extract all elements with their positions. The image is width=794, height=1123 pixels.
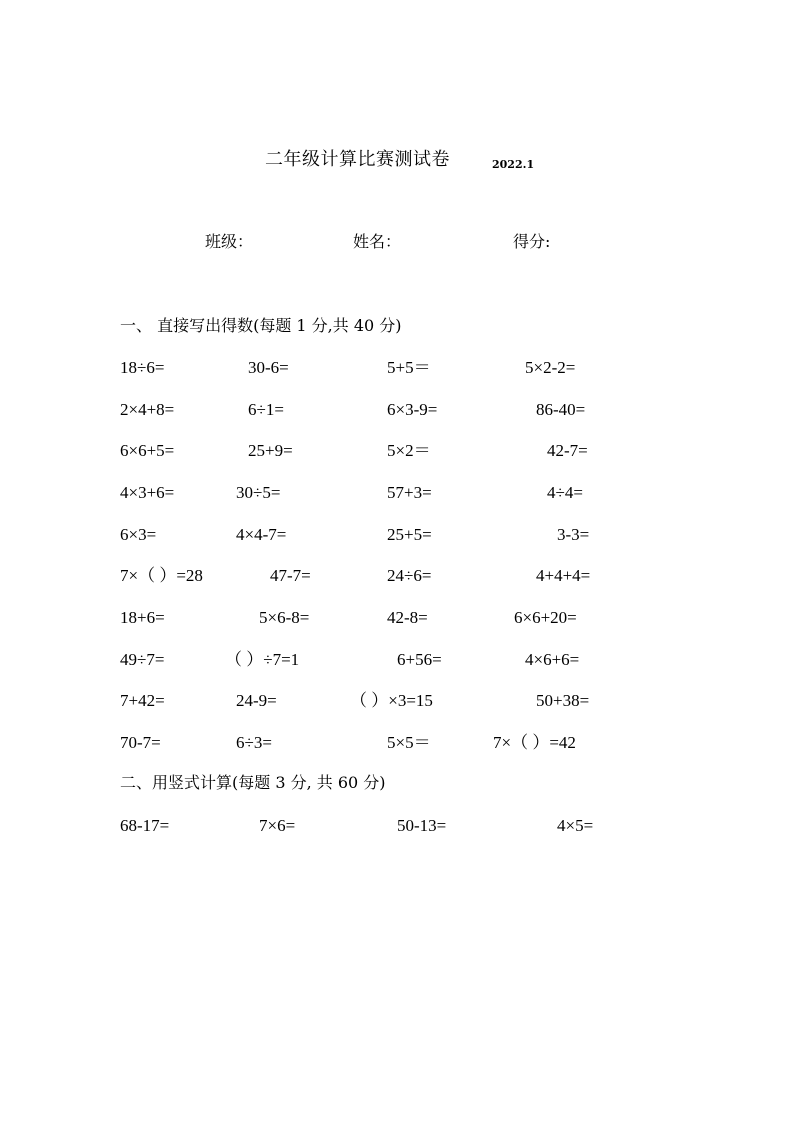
problem: 5×2-2= xyxy=(525,358,576,377)
problem: 5×2＝ xyxy=(387,441,431,460)
problem: 4÷4= xyxy=(547,483,583,502)
problem: 6×3-9= xyxy=(387,400,438,419)
problem: 49÷7= xyxy=(120,650,165,669)
problem: 6×6+5= xyxy=(120,441,175,460)
section2-heading: 二、用竖式计算(每题 3 分, 共 60 分) xyxy=(120,773,386,792)
problem: 6÷3= xyxy=(236,733,272,752)
problem: 4×6+6= xyxy=(525,650,580,669)
problem: 5×5＝ xyxy=(387,733,431,752)
problem: 4×5= xyxy=(557,816,594,835)
problem: 2×4+8= xyxy=(120,400,175,419)
class-label: 班级： xyxy=(205,232,254,251)
problem: 57+3= xyxy=(387,483,432,502)
score-label: 得分: xyxy=(513,232,551,251)
problem: （ ）÷7=1 xyxy=(225,650,300,669)
problem: 86-40= xyxy=(536,400,586,419)
problem: 5+5＝ xyxy=(387,358,431,377)
name-label: 姓名： xyxy=(353,232,402,251)
problem: 4×4-7= xyxy=(236,525,287,544)
problem: 47-7= xyxy=(270,566,311,585)
problem: 24÷6= xyxy=(387,566,432,585)
section1-heading: 一、 直接写出得数(每题 1 分,共 40 分) xyxy=(120,316,402,335)
problem: 5×6-8= xyxy=(259,608,310,627)
problem: 7×（ ）=28 xyxy=(120,566,203,585)
problem: 6÷1= xyxy=(248,400,284,419)
page-title: 二年级计算比赛测试卷 xyxy=(265,149,450,170)
problem: 7×（ ）=42 xyxy=(493,733,576,752)
problem: 50-13= xyxy=(397,816,447,835)
problem: 24-9= xyxy=(236,691,277,710)
problem: 4×3+6= xyxy=(120,483,175,502)
problem: 18÷6= xyxy=(120,358,165,377)
problem: 6×3= xyxy=(120,525,157,544)
problem: 7+42= xyxy=(120,691,165,710)
problem: 42-7= xyxy=(547,441,588,460)
problem: 30-6= xyxy=(248,358,289,377)
problem: 6×6+20= xyxy=(514,608,577,627)
problem: 7×6= xyxy=(259,816,296,835)
problem: 3-3= xyxy=(557,525,590,544)
problem: 25+9= xyxy=(248,441,293,460)
problem: （ ）×3=15 xyxy=(350,691,433,710)
problem: 6+56= xyxy=(397,650,442,669)
problem: 42-8= xyxy=(387,608,428,627)
problem: 50+38= xyxy=(536,691,590,710)
problem: 30÷5= xyxy=(236,483,281,502)
problem: 68-17= xyxy=(120,816,170,835)
problem: 70-7= xyxy=(120,733,161,752)
problem: 18+6= xyxy=(120,608,165,627)
problem: 25+5= xyxy=(387,525,432,544)
problem: 4+4+4= xyxy=(536,566,591,585)
exam-date: 2022.1 xyxy=(492,158,535,171)
